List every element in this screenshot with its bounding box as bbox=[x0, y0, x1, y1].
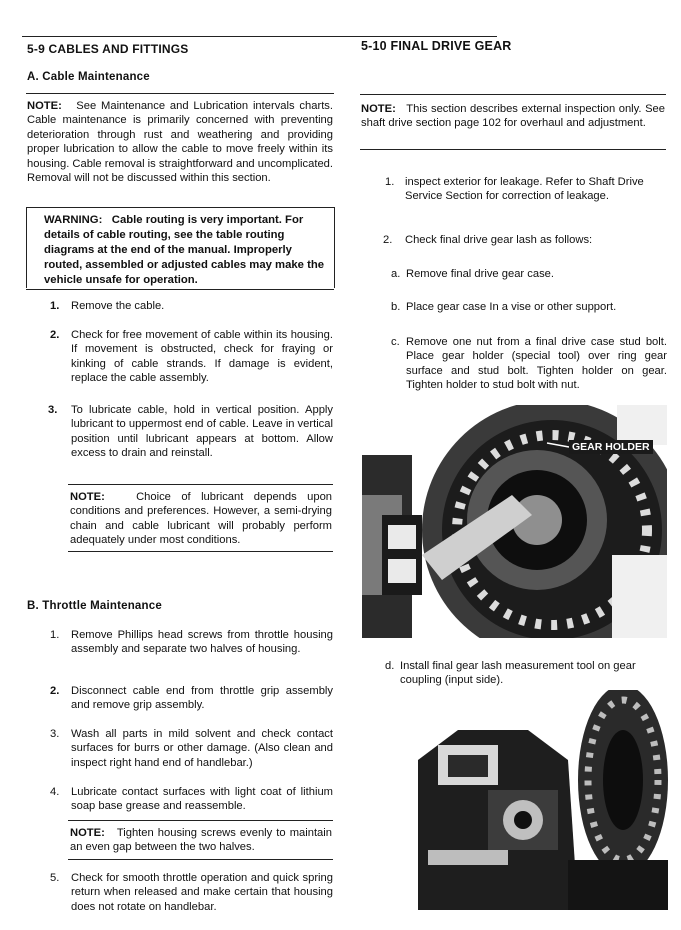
right-note-label: NOTE: bbox=[361, 103, 396, 115]
right-note-top-rule bbox=[360, 94, 666, 95]
step-b3-number: 3. bbox=[50, 728, 60, 740]
step-a1-text: Remove the cable. bbox=[71, 300, 165, 312]
right-sub-a-text: Remove final drive gear case. bbox=[406, 268, 554, 280]
right-sub-a-letter: a. bbox=[391, 268, 401, 280]
right-step2-number: 2. bbox=[383, 234, 393, 246]
note3-paragraph bbox=[70, 826, 332, 855]
right-note-bottom-rule bbox=[360, 149, 666, 150]
right-sub-b-text: Place gear case In a vise or other support. bbox=[406, 301, 617, 313]
step-a3-text: To lubricate cable, hold in vertical position. Apply lubricant to uppermost end of cable. Leave in vertical position until lubricant appears at bottom. Allow excess to drain and reinstall. bbox=[71, 404, 333, 460]
warning-label: WARNING: bbox=[44, 214, 103, 226]
right-sub-d-text: Install final gear lash measurement tool on gear coupling (input side). bbox=[400, 660, 636, 687]
warning-box bbox=[26, 207, 335, 288]
step-b4-text: Lubricate contact surfaces with light coat of lithium soap base grease and reassemble. bbox=[71, 786, 333, 813]
note3-top-rule bbox=[68, 820, 333, 821]
gear-holder-callout: GEAR HOLDER bbox=[569, 440, 653, 454]
section-title-5-10: 5-10 FINAL DRIVE GEAR bbox=[361, 39, 512, 53]
subheading-throttle-maintenance: B. Throttle Maintenance bbox=[27, 600, 162, 612]
step-b5-text: Check for smooth throttle operation and quick spring return when released and make certain that housing does not rotate on handlebar. bbox=[71, 872, 333, 913]
step-b1-text: Remove Phillips head screws from throttle housing assembly and separate two halves of housing. bbox=[71, 629, 333, 656]
step-b4-number: 4. bbox=[50, 786, 60, 798]
warning-bottom-rule bbox=[26, 289, 334, 290]
step-b2-number: 2. bbox=[50, 685, 60, 697]
right-sub-d-letter: d. bbox=[385, 660, 395, 672]
step-b5-number: 5. bbox=[50, 872, 60, 884]
note1-rule bbox=[26, 93, 334, 94]
step-b3-text: Wash all parts in mild solvent and check contact surfaces for burrs or other damage. (Also clean and inspect right hand end of handlebar.) bbox=[71, 728, 333, 769]
step-b1-number: 1. bbox=[50, 629, 60, 641]
right-step2-text: Check final drive gear lash as follows: bbox=[405, 234, 593, 246]
step-a2-number: 2. bbox=[50, 329, 60, 341]
step-a1-number: 1. bbox=[50, 300, 60, 312]
note3-bottom-rule bbox=[68, 859, 333, 860]
right-step1-number: 1. bbox=[385, 176, 395, 188]
top-rule bbox=[22, 36, 497, 37]
step-a2-text: Check for free movement of cable within its housing. If movement is obstructed, check for fraying or kinking of cable strands. If damage is evident, replace the cable assembly. bbox=[71, 329, 333, 385]
note2-label: NOTE: bbox=[70, 491, 105, 503]
warning-text: Cable routing is very important. For details of cable routing, see the table routing diagrams at the end of the manual. Improperly routed, assembled or adjusted cables may make the vehicle unsafe for operation. bbox=[44, 214, 325, 286]
right-step1-text: inspect exterior for leakage. Refer to Shaft Drive Service Section for correction of leakage. bbox=[405, 176, 644, 203]
note3-text: Tighten housing screws evenly to maintain an even gap between the two halves. bbox=[70, 827, 332, 854]
note1-text: See Maintenance and Lubrication intervals charts. Cable maintenance is primarily concerned with preventing deterioration through rust and weathering and providing proper lubrication to allow the cable to move freely within its housing. Cable removal is straightforward and uncomplicated. Removal will not be discussed within this section. bbox=[27, 100, 334, 185]
subheading-cable-maintenance: A. Cable Maintenance bbox=[27, 71, 150, 83]
note2-text: Choice of lubricant depends upon conditions and preferences. However, a semi-drying chain and cable lubricant will probably perform adequately under most conditions. bbox=[70, 491, 333, 547]
note2-top-rule bbox=[68, 484, 333, 485]
note1-label: NOTE: bbox=[27, 100, 62, 112]
warning-paragraph bbox=[44, 213, 327, 288]
lash-tool-photo bbox=[418, 690, 668, 910]
gear-holder-photo bbox=[362, 405, 667, 638]
section-title-5-9: 5-9 CABLES AND FITTINGS bbox=[27, 42, 189, 56]
right-sub-b-letter: b. bbox=[391, 301, 401, 313]
right-note-paragraph bbox=[361, 102, 665, 131]
step-a3-number: 3. bbox=[48, 404, 58, 416]
right-sub-c-text: Remove one nut from a final drive case stud bolt. Place gear holder (special tool) over ring gear surface and stud bolt. Tighten holder on gear. Tighten holder to stud bolt with nut. bbox=[406, 336, 667, 392]
note2-bottom-rule bbox=[68, 551, 333, 552]
lash-tool-photo-graphic bbox=[418, 690, 668, 910]
note1-paragraph bbox=[27, 99, 333, 185]
note2-paragraph bbox=[70, 490, 332, 548]
step-b2-text: Disconnect cable end from throttle grip assembly and remove grip assembly. bbox=[71, 685, 333, 712]
right-sub-c-letter: c. bbox=[391, 336, 400, 348]
note3-label: NOTE: bbox=[70, 827, 105, 839]
right-note-text: This section describes external inspection only. See shaft drive section page 102 for overhaul and adjustment. bbox=[361, 103, 666, 130]
